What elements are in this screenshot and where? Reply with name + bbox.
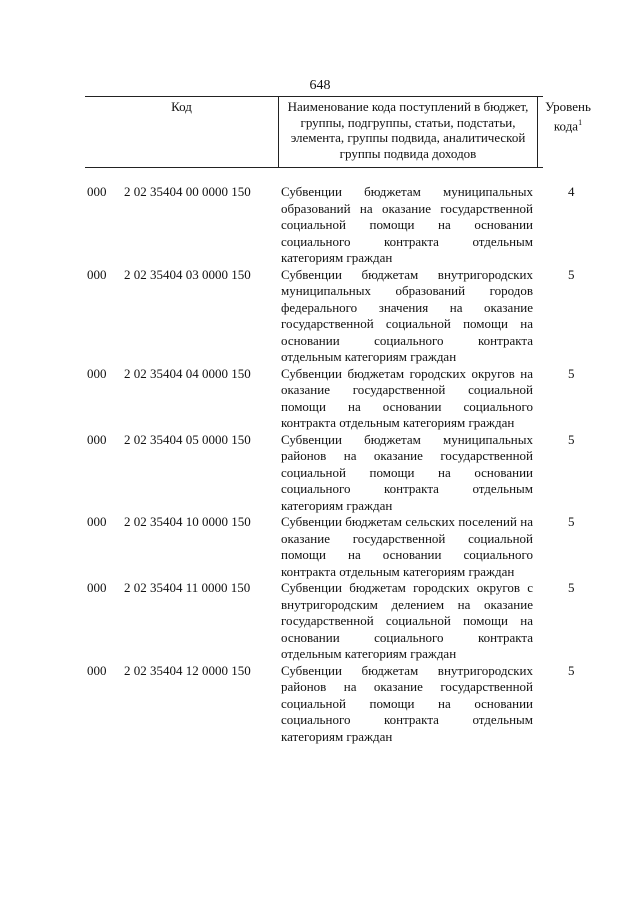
table-row: [85, 184, 585, 267]
code-name: Субвенции бюджетам внутригородских муниципальных образований городов федерального значения на оказание государственной социальной помощи на основании социального контракта отдельным категориям граждан: [281, 266, 533, 364]
budget-code: 2 02 35404 10 0000 150: [124, 514, 251, 529]
code-prefix: 000: [87, 266, 107, 282]
table-row: [85, 580, 585, 663]
header-level-label: Уровень кода: [545, 99, 591, 133]
header-name: Наименование кода поступлений в бюджет, группы, подгруппы, статьи, подстатьи, элемента, группы подвида, аналитической группы подвида доходов: [287, 99, 529, 161]
code-level: 5: [568, 431, 575, 447]
table-row: [85, 366, 585, 432]
code-prefix: 000: [87, 514, 107, 529]
code-level: 5: [568, 580, 575, 595]
budget-code: 2 02 35404 11 0000 150: [124, 580, 251, 595]
code-prefix: 000: [87, 580, 107, 595]
budget-code: 2 02 35404 12 0000 150: [124, 662, 251, 678]
code-name: Субвенции бюджетам городских округов на оказание государственной социальной помощи на основании социального контракта отдельным категориям граждан: [281, 365, 533, 430]
page-number: 648: [309, 78, 331, 93]
code-level: 5: [568, 365, 575, 381]
code-prefix: 000: [87, 184, 107, 199]
code-prefix: 000: [87, 365, 107, 381]
code-level: 5: [568, 662, 575, 678]
table-body: [85, 184, 585, 745]
header-level: [538, 99, 598, 133]
table-row: [85, 663, 585, 746]
code-name: Субвенции бюджетам внутригородских районов на оказание государственной социальной помощи на основании социального контракта отдельным категориям граждан: [281, 662, 533, 744]
code-name: Субвенции бюджетам сельских поселений на оказание государственной социальной помощи на основании социального контракта отдельным категориям граждан: [281, 514, 533, 579]
footnote-marker: 1: [578, 117, 583, 127]
table-row: [85, 432, 585, 515]
header-code: Код: [171, 99, 192, 114]
code-level: 5: [568, 266, 575, 282]
budget-code: 2 02 35404 04 0000 150: [124, 365, 251, 381]
code-level: 5: [568, 514, 575, 529]
code-prefix: 000: [87, 431, 107, 447]
code-name: Субвенции бюджетам муниципальных районов на оказание государственной социальной помощи на основании социального контракта отдельным категориям граждан: [281, 431, 533, 513]
code-name: Субвенции бюджетам муниципальных образований на оказание государственной социальной помощи на основании социального контракта отдельным категориям граждан: [281, 184, 533, 265]
table-row: [85, 514, 585, 580]
code-prefix: 000: [87, 662, 107, 678]
budget-code: 2 02 35404 03 0000 150: [124, 266, 251, 282]
budget-code: 2 02 35404 00 0000 150: [124, 184, 251, 199]
code-name: Субвенции бюджетам городских округов с внутригородским делением на оказание государственной социальной помощи на основании социального контракта отдельным категориям граждан: [281, 580, 533, 661]
table-header: [85, 96, 591, 168]
budget-code: 2 02 35404 05 0000 150: [124, 431, 251, 447]
code-level: 4: [568, 184, 575, 199]
table-row: [85, 267, 585, 366]
